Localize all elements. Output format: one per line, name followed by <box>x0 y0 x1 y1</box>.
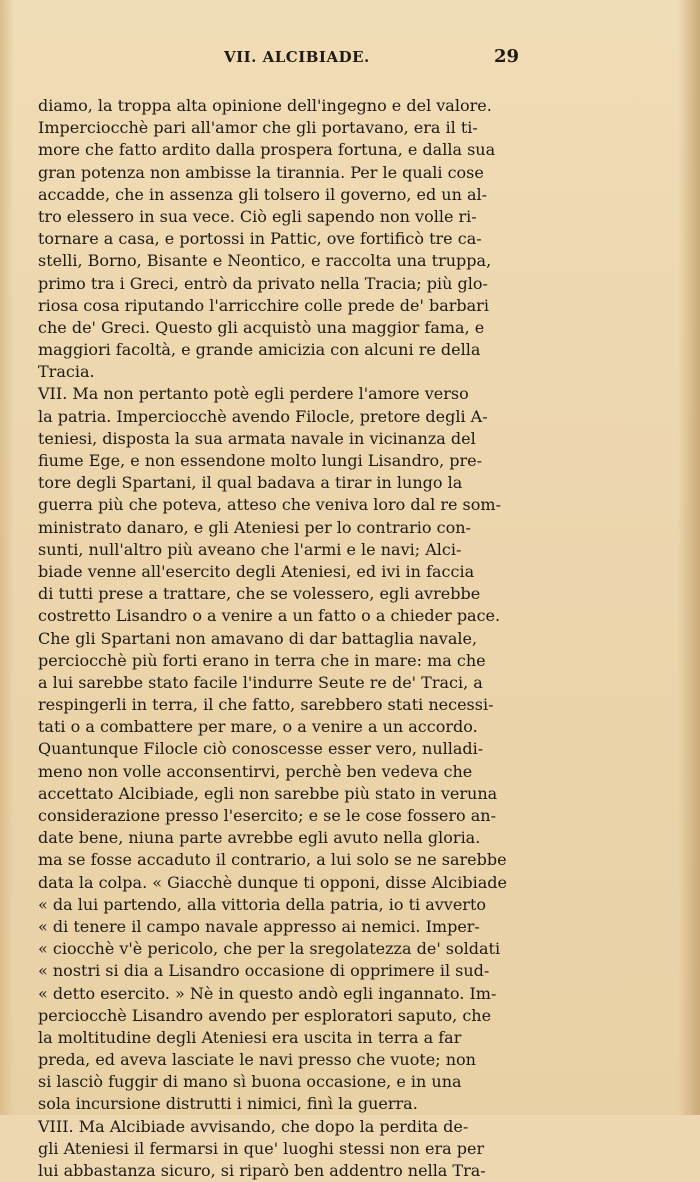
text-line: VIII. Ma Alcibiade avvisando, che dopo la perdita de- <box>38 1116 469 1136</box>
text-line: sola incursione distrutti i nimici, finì la guerra. <box>38 1094 418 1114</box>
text-line: respingerli in terra, il che fatto, sarebbero stati necessi- <box>38 695 494 715</box>
text-line: more che fatto ardito dalla prospera fortuna, e dalla sua <box>38 140 496 160</box>
text-line: si lasciò fuggir di mano sì buona occasione, e in una <box>38 1072 462 1092</box>
text-line: tornare a casa, e portossi in Pattic, ove fortificò tre ca- <box>38 229 482 249</box>
text-line: data la colpa. « Giacchè dunque ti opponi, disse Alcibiade <box>38 872 507 892</box>
text-line: tro elessero in sua vece. Ciò egli sapendo non volle ri- <box>38 206 477 226</box>
text-line: perciocchè Lisandro avendo per esploratori saputo, che <box>38 1005 492 1025</box>
text-line: ministrato danaro, e gli Ateniesi per lo contrario con- <box>38 517 471 537</box>
text-line: teniesi, disposta la sua armata navale in vicinanza del <box>38 428 476 448</box>
text-line: la patria. Imperciocchè avendo Filocle, pretore degli A- <box>38 406 488 426</box>
text-line: la moltitudine degli Ateniesi era uscita in terra a far <box>38 1027 462 1047</box>
text-line: primo tra i Greci, entrò da privato nella Tracia; più glo- <box>38 273 488 293</box>
text-line: considerazione presso l'esercito; e se le cose fossero an- <box>38 806 497 825</box>
text-line: stelli, Borno, Bisante e Neontico, e raccolta una truppa, <box>38 251 492 271</box>
text-line: tati o a combattere per mare, o a venire a un accordo. <box>38 717 478 737</box>
text-line: che de' Greci. Questo gli acquistò una maggior fama, e <box>38 317 485 337</box>
text-line: gran potenza non ambisse la tirannia. Per le quali cose <box>38 162 484 182</box>
text-line: « nostri si dia a Lisandro occasione di opprimere il sud- <box>38 961 490 981</box>
text-line: accadde, che in assenza gli tolsero il governo, ed un al- <box>38 184 488 204</box>
text-line: meno non volle acconsentirvi, perchè ben vedeva che <box>38 761 473 781</box>
body-text <box>38 95 528 1182</box>
text-line: sunti, null'altro più aveano che l'armi e le navi; Alci- <box>38 539 462 559</box>
text-line: maggiori facoltà, e grande amicizia con alcuni re della <box>38 340 481 360</box>
text-line: date bene, niuna parte avrebbe egli avuto nella gloria. <box>38 828 481 848</box>
text-line: fiume Ege, e non essendone molto lungi Lisandro, pre- <box>38 451 483 470</box>
text-line: guerra più che poteva, atteso che veniva loro dal re som- <box>38 495 501 515</box>
running-head <box>40 48 520 72</box>
text-line: biade venne all'esercito degli Ateniesi, ed ivi in faccia <box>38 561 475 581</box>
text-line: perciocchè più forti erano in terra che in mare: ma che <box>38 650 486 670</box>
page-edge-shadow-right <box>678 0 700 1115</box>
text-line: ma se fosse accaduto il contrario, a lui solo se ne sarebbe <box>38 850 507 870</box>
text-line: di tutti prese a trattare, che se volessero, egli avrebbe <box>38 584 481 604</box>
page-edge-shadow-left <box>0 0 14 1115</box>
running-title: VII. ALCIBIADE. <box>224 48 370 66</box>
text-line: accettato Alcibiade, egli non sarebbe più stato in veruna <box>38 783 498 803</box>
text-line: gli Ateniesi il fermarsi in que' luoghi stessi non era per <box>38 1138 485 1158</box>
text-line: Tracia. <box>38 362 95 382</box>
text-line: lui abbastanza sicuro, si riparò ben addentro nella Tra- <box>38 1161 486 1180</box>
text-line: Che gli Spartani non amavano di dar battaglia navale, <box>38 628 478 648</box>
page-number: 29 <box>494 46 520 67</box>
text-line: « detto esercito. » Nè in questo andò egli ingannato. Im- <box>38 983 497 1003</box>
text-line: VII. Ma non pertanto potè egli perdere l'amore verso <box>38 384 469 404</box>
text-line: « ciocchè v'è pericolo, che per la sregolatezza de' soldati <box>38 939 501 959</box>
text-line: Quantunque Filocle ciò conoscesse esser vero, nulladi- <box>38 739 484 759</box>
text-line: « da lui partendo, alla vittoria della patria, io ti avverto <box>38 894 487 914</box>
text-line: riosa cosa riputando l'arricchire colle prede de' barbari <box>38 295 489 315</box>
text-line: a lui sarebbe stato facile l'indurre Seute re de' Traci, a <box>38 672 483 692</box>
text-line: costretto Lisandro o a venire a un fatto o a chieder pace. <box>38 606 501 626</box>
text-line: Imperciocchè pari all'amor che gli portavano, era il ti- <box>38 118 478 138</box>
text-line: preda, ed aveva lasciate le navi presso che vuote; non <box>38 1050 476 1070</box>
text-line: « di tenere il campo navale appresso ai nemici. Imper- <box>38 916 480 936</box>
text-line: tore degli Spartani, il qual badava a tirar in lungo la <box>38 473 463 493</box>
text-line: diamo, la troppa alta opinione dell'ingegno e del valore. <box>38 96 492 115</box>
